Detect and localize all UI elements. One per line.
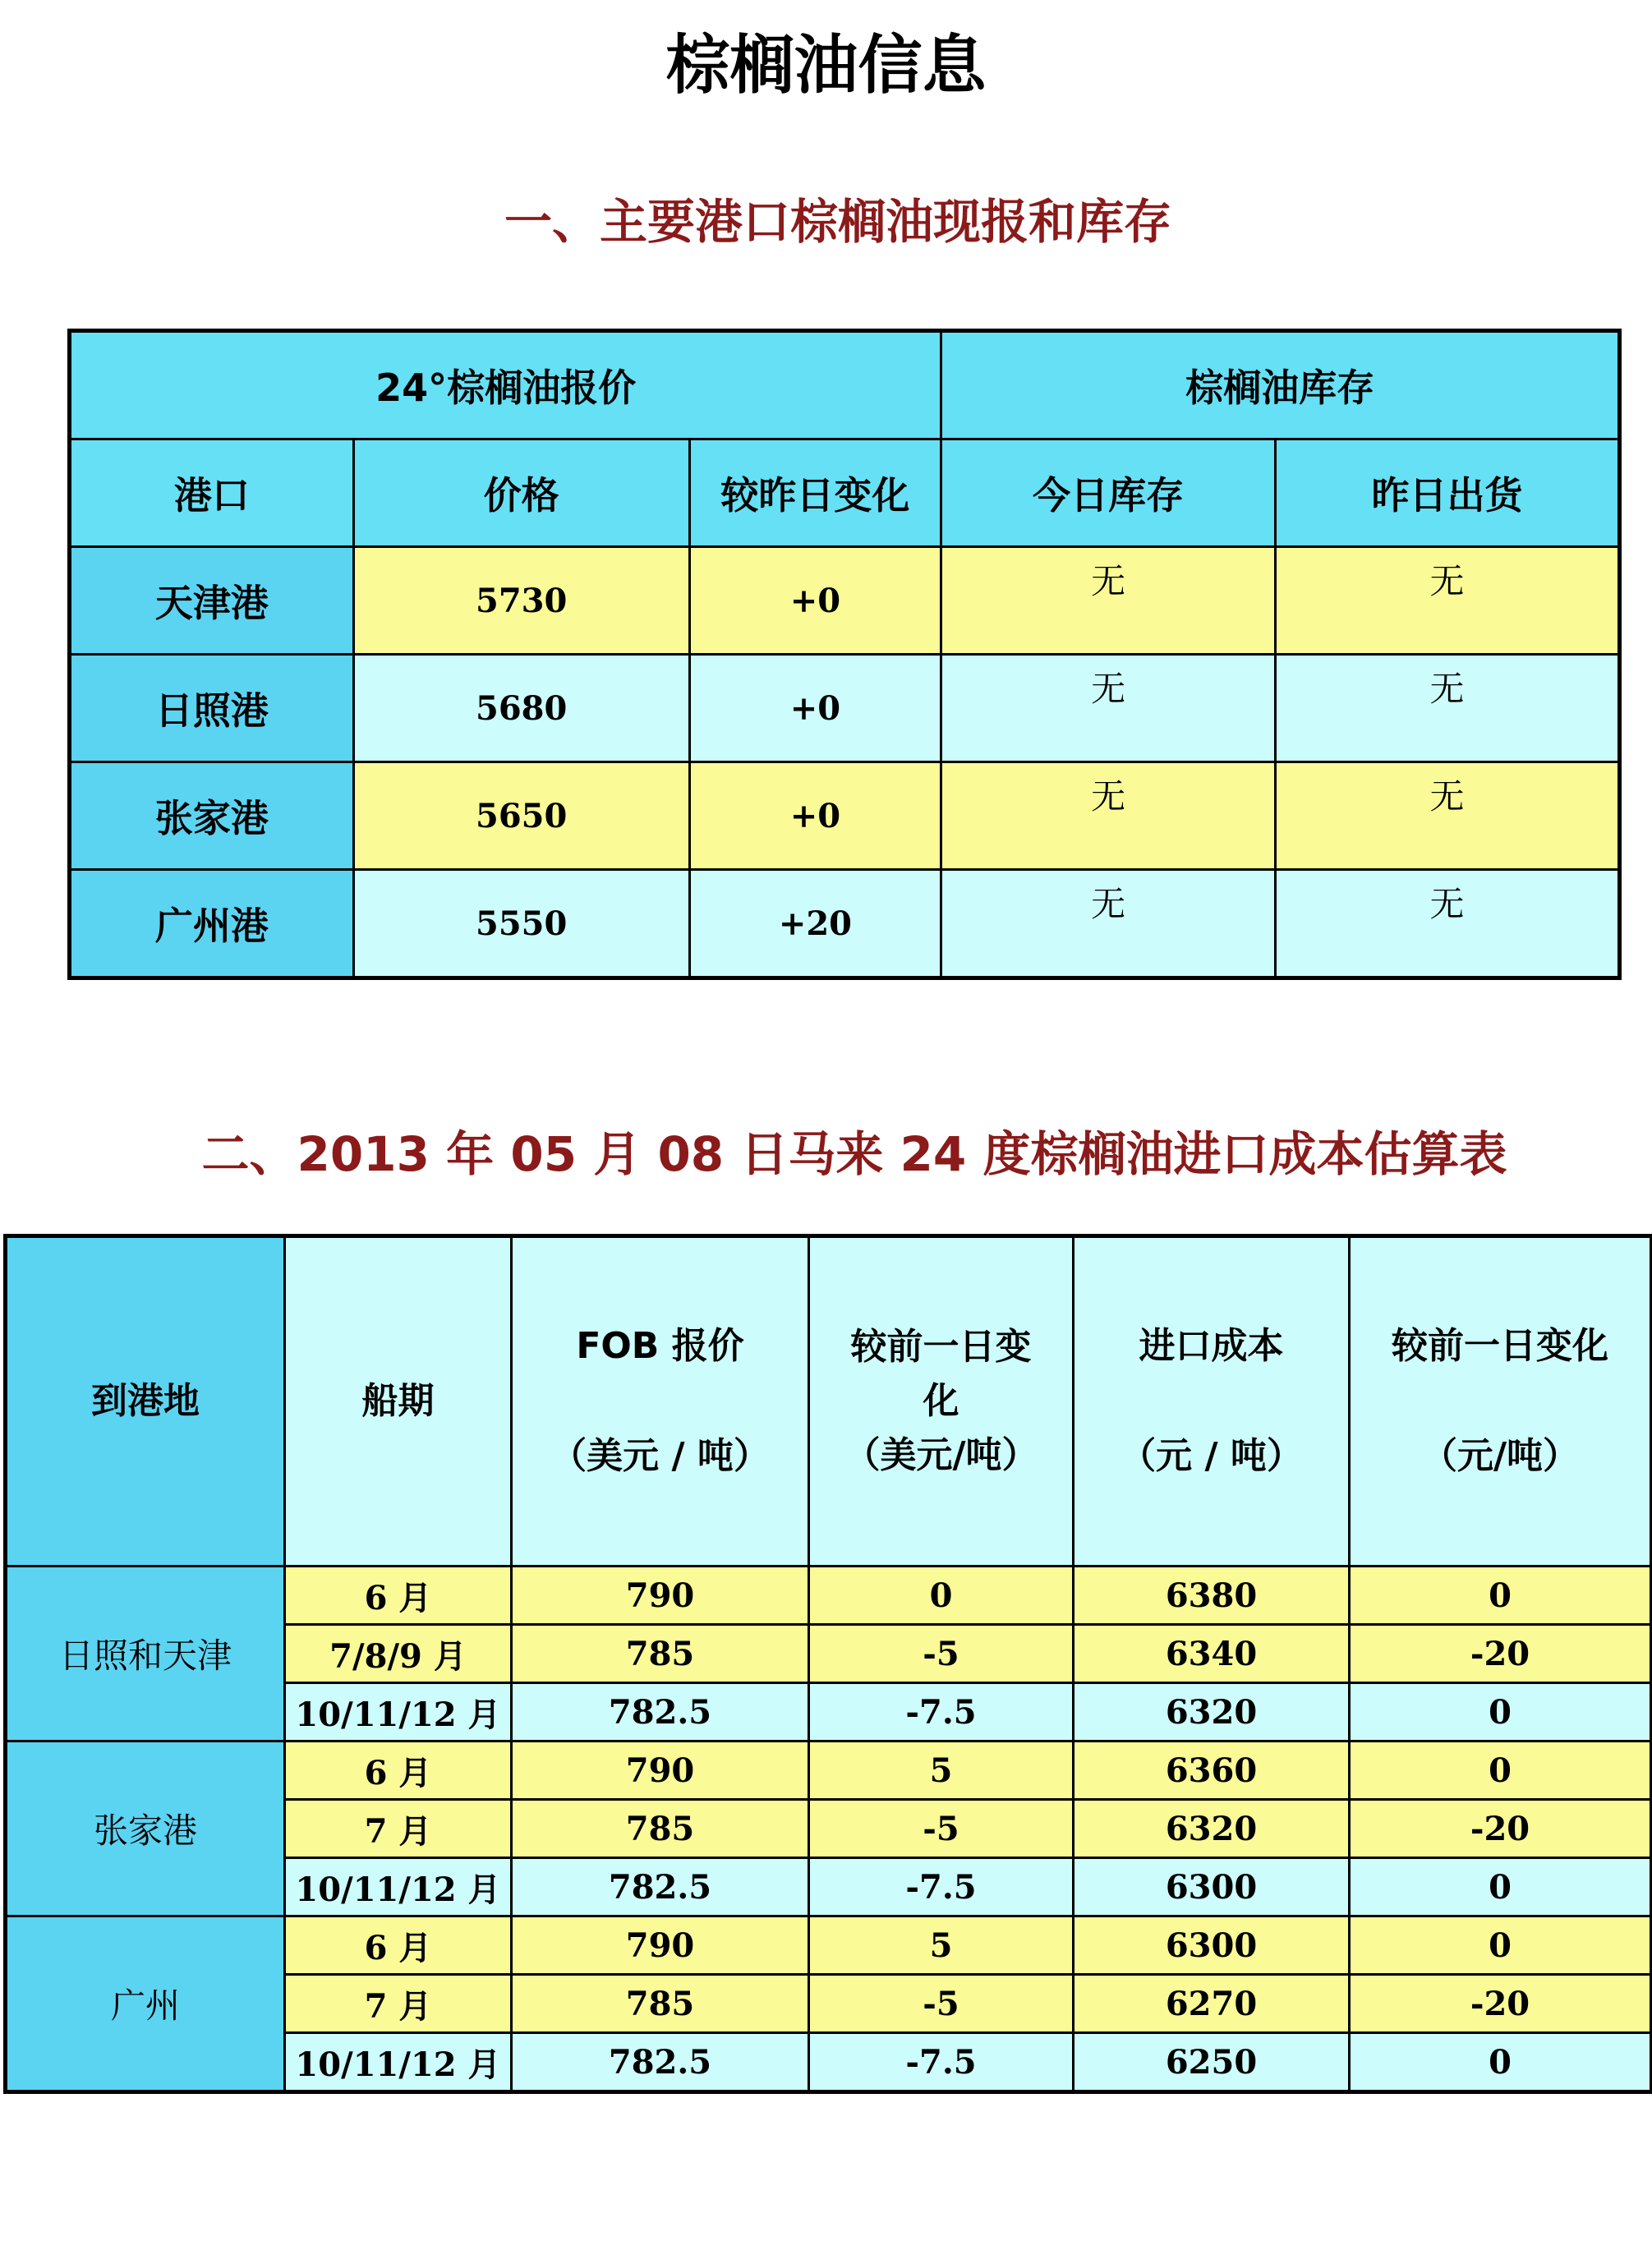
price-value: 5650 [353,762,689,870]
table-row [70,547,1620,655]
table-row [6,1916,1652,1975]
fob-value: 782.5 [512,1683,809,1742]
port-name: 天津港 [70,547,354,655]
column-header-fob-change [809,1236,1074,1567]
column-header-shipped: 昨日出货 [1276,439,1620,547]
period-value: 7/8/9 月 [285,1625,512,1683]
column-header-change: 较昨日变化 [689,439,941,547]
fob-change-value: -5 [809,1800,1074,1858]
fob-value: 785 [512,1975,809,2033]
fob-value: 782.5 [512,2033,809,2092]
table-row [70,655,1620,762]
price-group-header: 24°棕榈油报价 [70,331,941,439]
port-price-stock-table [67,329,1622,980]
change-value: +0 [689,547,941,655]
section-1-title: 一、主要港口棕榈油现报和库存 [504,194,1171,250]
import-cost-table [3,1234,1652,2094]
stock-value: 无 [941,547,1276,655]
fob-change-value: -7.5 [809,1683,1074,1742]
fob-change-header-label-cont: 化 [923,1380,959,1422]
fob-value: 782.5 [512,1858,809,1916]
period-value: 10/11/12 月 [285,1858,512,1916]
period-value: 10/11/12 月 [285,1683,512,1742]
fob-change-header-unit: （美元/吨） [844,1434,1038,1476]
table-header-row [70,439,1620,547]
cost-change-value: 0 [1350,1683,1652,1742]
port-name: 日照港 [70,655,354,762]
fob-change-value: 0 [809,1567,1074,1625]
destination-name: 张家港 [6,1742,285,1916]
cost-value: 6270 [1074,1975,1350,2033]
cost-value: 6380 [1074,1567,1350,1625]
column-header-cost-change [1350,1236,1652,1567]
fob-header-unit: （美元 / 吨） [550,1435,770,1477]
period-value: 7 月 [285,1975,512,2033]
fob-header-label: FOB 报价 [576,1325,744,1367]
cost-change-value: -20 [1350,1800,1652,1858]
cost-change-value: 0 [1350,1858,1652,1916]
cost-header-unit: （元 / 吨） [1120,1435,1303,1477]
destination-name: 广州 [6,1916,285,2092]
port-name: 广州港 [70,870,354,978]
table-header-row [70,331,1620,439]
shipped-value: 无 [1276,762,1620,870]
price-value: 5550 [353,870,689,978]
cost-change-value: -20 [1350,1625,1652,1683]
column-header-cost [1074,1236,1350,1567]
section-2-title: 二、2013 年 05 月 08 日马来 24 度棕榈油进口成本估算表 [201,1126,1507,1182]
stock-value: 无 [941,762,1276,870]
cost-change-value: 0 [1350,1567,1652,1625]
shipped-value: 无 [1276,655,1620,762]
port-name: 张家港 [70,762,354,870]
destination-name: 日照和天津 [6,1567,285,1742]
column-header-fob [512,1236,809,1567]
cost-change-value: -20 [1350,1975,1652,2033]
shipped-value: 无 [1276,547,1620,655]
fob-value: 785 [512,1625,809,1683]
price-value: 5730 [353,547,689,655]
fob-value: 790 [512,1567,809,1625]
cost-header-label: 进口成本 [1139,1325,1284,1367]
column-header-price: 价格 [353,439,689,547]
table-row [70,870,1620,978]
column-header-port: 港口 [70,439,354,547]
change-value: +20 [689,870,941,978]
fob-change-value: 5 [809,1916,1074,1975]
table-header-row [6,1236,1652,1567]
cost-change-value: 0 [1350,1916,1652,1975]
cost-change-value: 0 [1350,2033,1652,2092]
fob-change-value: -5 [809,1975,1074,2033]
fob-value: 785 [512,1800,809,1858]
cost-change-value: 0 [1350,1742,1652,1800]
period-value: 10/11/12 月 [285,2033,512,2092]
cost-value: 6250 [1074,2033,1350,2092]
page-title: 棕榈油信息 [665,29,987,103]
period-value: 7 月 [285,1800,512,1858]
stock-group-header: 棕榈油库存 [941,331,1620,439]
cost-change-header-unit: （元/吨） [1420,1435,1580,1477]
cost-value: 6360 [1074,1742,1350,1800]
period-value: 6 月 [285,1916,512,1975]
cost-value: 6300 [1074,1858,1350,1916]
fob-change-value: -7.5 [809,1858,1074,1916]
fob-change-value: -5 [809,1625,1074,1683]
table-row [6,1567,1652,1625]
table-row [70,762,1620,870]
cost-value: 6340 [1074,1625,1350,1683]
shipped-value: 无 [1276,870,1620,978]
stock-value: 无 [941,870,1276,978]
column-header-destination: 到港地 [6,1236,285,1567]
fob-value: 790 [512,1916,809,1975]
cost-value: 6320 [1074,1800,1350,1858]
fob-change-value: -7.5 [809,2033,1074,2092]
fob-change-header-label: 较前一日变 [850,1326,1032,1368]
cost-change-header-label: 较前一日变化 [1392,1325,1608,1367]
fob-value: 790 [512,1742,809,1800]
period-value: 6 月 [285,1742,512,1800]
cost-value: 6300 [1074,1916,1350,1975]
period-value: 6 月 [285,1567,512,1625]
table-row [6,1742,1652,1800]
change-value: +0 [689,762,941,870]
price-value: 5680 [353,655,689,762]
cost-value: 6320 [1074,1683,1350,1742]
column-header-stock: 今日库存 [941,439,1276,547]
change-value: +0 [689,655,941,762]
stock-value: 无 [941,655,1276,762]
column-header-period: 船期 [285,1236,512,1567]
fob-change-value: 5 [809,1742,1074,1800]
